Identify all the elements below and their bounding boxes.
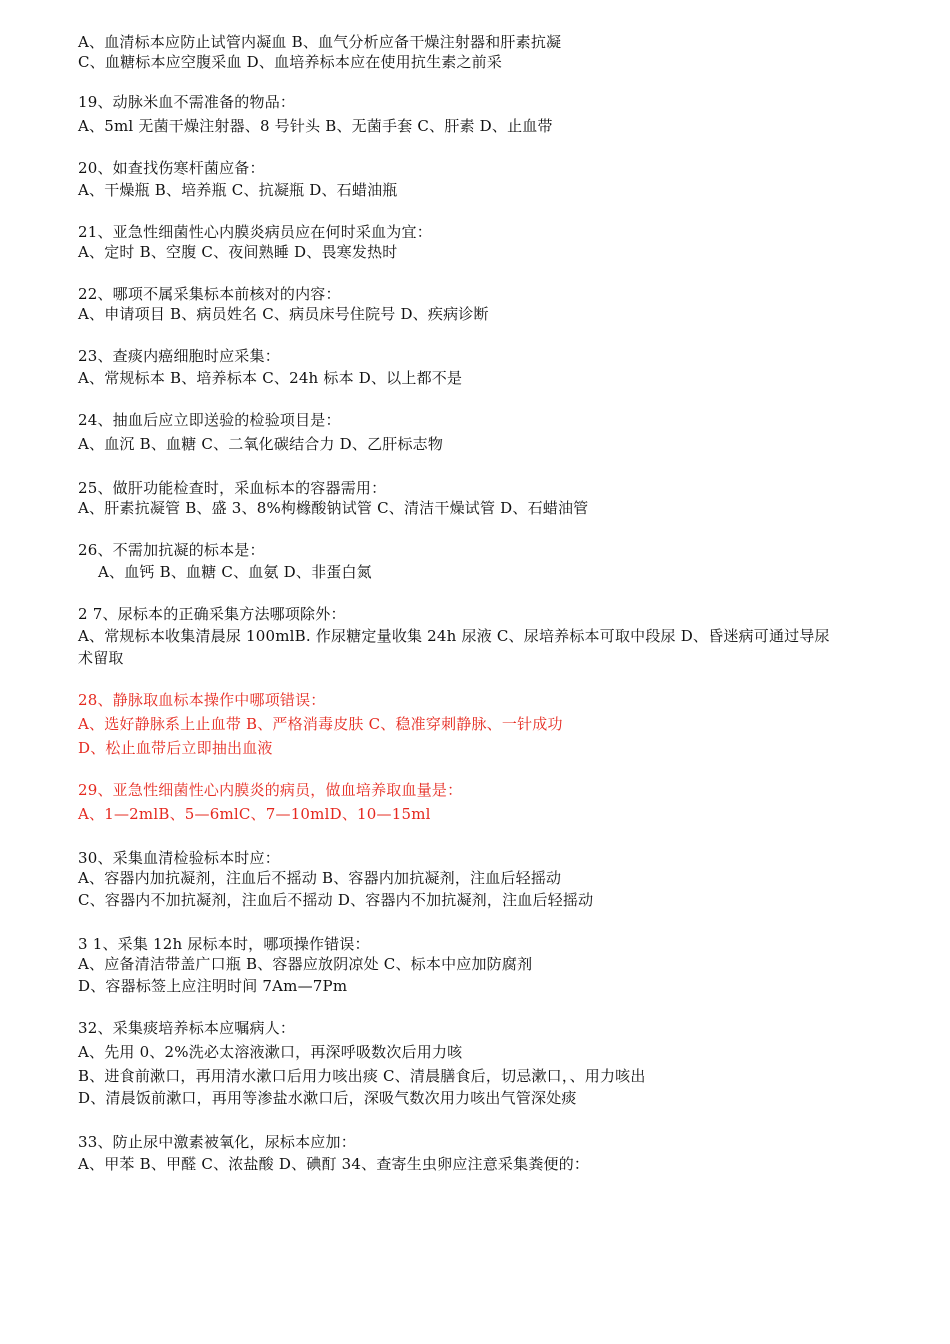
answer-line: A、常规标本 B、培养标本 C、24h 标本 D、以上都不是 (78, 369, 463, 387)
answer-line: D、容器标签上应注明时间 7Am—7Pm (78, 977, 348, 995)
question-23: 23、查痰内癌细胞时应采集： (78, 347, 280, 365)
answer-line: A、先用 0、2%洗必太溶液漱口，再深呼吸数次后用力咳 (78, 1043, 463, 1061)
question-22: 22、哪项不属采集标本前核对的内容： (78, 285, 341, 303)
answer-line: A、5ml 无菌干燥注射器、8 号针头 B、无菌手套 C、肝素 D、止血带 (78, 117, 553, 135)
answer-line: A、血钙 B、血糖 C、血氨 D、非蛋白氮 (98, 563, 372, 581)
question-30: 30、采集血清检验标本时应： (78, 849, 280, 867)
question-31: 3 1、采集 12h 尿标本时，哪项操作错误： (78, 935, 370, 953)
question-21: 21、亚急性细菌性心内膜炎病员应在何时采血为宜： (78, 223, 432, 241)
question-28: 28、静脉取血标本操作中哪项错误： (78, 691, 326, 709)
answer-line: A、应备清洁带盖广口瓶 B、容器应放阴凉处 C、标本中应加防腐剂 (78, 955, 533, 973)
answer-line: A、血沉 B、血糖 C、二氧化碳结合力 D、乙肝标志物 (78, 435, 444, 453)
question-24: 24、抽血后应立即送验的检验项目是： (78, 411, 341, 429)
answer-line: D、松止血带后立即抽出血液 (78, 739, 273, 757)
question-32: 32、采集痰培养标本应嘱病人： (78, 1019, 296, 1037)
answer-line: A、干燥瓶 B、培养瓶 C、抗凝瓶 D、石蜡油瓶 (78, 181, 398, 199)
answer-line: A、血清标本应防止试管内凝血 B、血气分析应备干燥注射器和肝素抗凝 (78, 33, 562, 51)
answer-line: D、清晨饭前漱口，再用等渗盐水漱口后，深吸气数次用力咳出气管深处痰 (78, 1089, 577, 1107)
question-26: 26、不需加抗凝的标本是： (78, 541, 265, 559)
question-27: 2 7、尿标本的正确采集方法哪项除外： (78, 605, 346, 623)
answer-line: A、定时 B、空腹 C、夜间熟睡 D、畏寒发热时 (78, 243, 398, 261)
answer-line: 术留取 (78, 649, 124, 667)
question-20: 20、如查找伤寒杆菌应备： (78, 159, 265, 177)
answer-line: A、容器内加抗凝剂，注血后不摇动 B、容器内加抗凝剂，注血后轻摇动 (78, 869, 562, 887)
answer-line: A、申请项目 B、病员姓名 C、病员床号住院号 D、疾病诊断 (78, 305, 489, 323)
answer-line: A、1—2mlB、5—6mlC、7—10mlD、10—15ml (78, 805, 431, 823)
answer-line: B、进食前漱口，再用清水漱口后用力咳出痰 C、清晨膳食后，切忌漱口，、用力咳出 (78, 1067, 646, 1085)
answer-line: C、血糖标本应空腹采血 D、血培养标本应在使用抗生素之前采 (78, 53, 503, 71)
answer-line: C、容器内不加抗凝剂，注血后不摇动 D、容器内不加抗凝剂，注血后轻摇动 (78, 891, 594, 909)
answer-line: A、选好静脉系上止血带 B、严格消毒皮肤 C、稳准穿刺静脉、一针成功 (78, 715, 563, 733)
answer-line: A、肝素抗凝管 B、盛 3、8%枸橼酸钠试管 C、清洁干燥试管 D、石蜡油管 (78, 499, 589, 517)
answer-line: A、甲苯 B、甲醛 C、浓盐酸 D、碘酊 34、查寄生虫卵应注意采集粪便的： (78, 1155, 590, 1173)
question-19: 19、动脉米血不需准备的物品： (78, 93, 296, 111)
question-25: 25、做肝功能检查时，采血标本的容器需用： (78, 479, 387, 497)
question-33: 33、防止尿中激素被氧化，尿标本应加： (78, 1133, 356, 1151)
question-29: 29、亚急性细菌性心内膜炎的病员，做血培养取血量是： (78, 781, 463, 799)
answer-line: A、常规标本收集清晨尿 100mlB. 作尿糖定量收集 24h 尿液 C、尿培养标本可取中段尿 D、昏迷病可通过导尿 (78, 627, 830, 645)
